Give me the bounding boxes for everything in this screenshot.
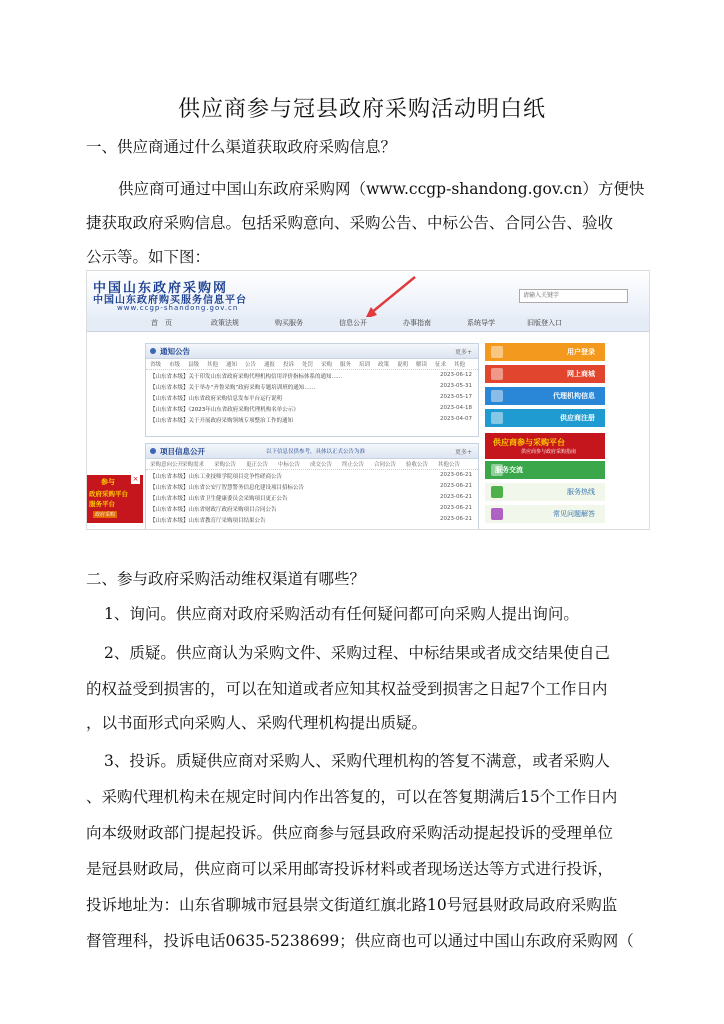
list-item-text: 【山东省本级】山东省政府采购信息发布平台运行说明 [150, 396, 283, 402]
list-item-text: 【山东省本级】关于举办“齐鲁采购”政府采购专题培训班的通知…… [150, 385, 316, 391]
list-item[interactable] [146, 514, 478, 525]
tab-item[interactable]: 通报 [264, 362, 276, 368]
banner-title: 供应商参与采购平台 [493, 438, 565, 447]
red-arrow-icon [357, 273, 427, 323]
tab-item[interactable]: 省级 [150, 362, 162, 368]
cart-icon [491, 368, 503, 380]
site-nav [87, 317, 649, 332]
list-item[interactable] [146, 414, 478, 425]
item-2-line-1: 2、质疑。供应商认为采购文件、采购过程、中标结果或者成交结果使自己 [104, 644, 610, 662]
list-item-date: 2023-06-21 [440, 516, 472, 522]
item-3-line-3: 向本级财政部门提起投诉。供应商参与冠县政府采购活动提起投诉的受理单位 [86, 824, 614, 842]
side-register-button[interactable] [485, 409, 605, 427]
building-icon [491, 390, 503, 402]
notice-panel [145, 343, 479, 437]
list-item-date: 2023-06-21 [440, 472, 472, 478]
list-item[interactable] [146, 470, 478, 481]
tab-item[interactable]: 投诉 [283, 362, 295, 368]
list-item-date: 2023-06-21 [440, 494, 472, 500]
item-3-line-5: 投诉地址为：山东省聊城市冠县崇文街道红旗北路10号冠县财政局政府采购监 [86, 896, 618, 914]
notice-list [146, 370, 478, 425]
side-mall-button[interactable] [485, 365, 605, 383]
register-icon [491, 412, 503, 424]
nav-item[interactable]: 购买服务 [275, 319, 303, 327]
list-item-date: 2023-06-12 [440, 372, 472, 378]
list-item[interactable] [146, 381, 478, 392]
list-item[interactable] [146, 503, 478, 514]
side-label: 服务热线 [567, 488, 595, 496]
nav-item[interactable]: 首 页 [151, 319, 172, 327]
site-header [87, 271, 649, 317]
list-item-text: 【山东省本级】山东省卫生健康委员会采购项目更正公告 [150, 496, 288, 502]
tab-item[interactable]: 合同公告 [374, 462, 397, 468]
list-item[interactable] [146, 481, 478, 492]
list-item-date: 2023-05-31 [440, 383, 472, 389]
tab-item[interactable]: 验收公告 [406, 462, 429, 468]
list-item[interactable] [146, 492, 478, 503]
list-item[interactable] [146, 370, 478, 381]
info-panel-header [146, 444, 478, 459]
side-label: 常见问题解答 [553, 510, 595, 518]
tab-item[interactable]: 培训 [359, 362, 371, 368]
tab-item[interactable]: 市级 [169, 362, 181, 368]
tab-item[interactable]: 县级 [188, 362, 200, 368]
list-item[interactable] [146, 403, 478, 414]
list-item-date: 2023-05-17 [440, 394, 472, 400]
site-logo-sub: 中国山东政府购买服务信息平台 [93, 295, 247, 306]
tab-item[interactable]: 成交公告 [310, 462, 333, 468]
list-item[interactable] [146, 392, 478, 403]
list-item-date: 2023-04-18 [440, 405, 472, 411]
close-icon[interactable]: × [132, 475, 139, 483]
site-url: www.ccgp-shandong.gov.cn [117, 304, 239, 312]
side-label: 代理机构信息 [553, 392, 595, 400]
side-hotline-button[interactable] [485, 483, 605, 501]
ad-text: 参与 [101, 478, 115, 486]
side-login-button[interactable] [485, 343, 605, 361]
info-title: 项目信息公开 [160, 447, 205, 456]
item-3-line-4: 是冠县财政局，供应商可以采用邮寄投诉材料或者现场送达等方式进行投诉， [86, 860, 614, 878]
page-title: 供应商参与冠县政府采购活动明白纸 [177, 97, 546, 122]
tab-item[interactable]: 说明 [397, 362, 409, 368]
ad-text: 政府采购平台 [89, 490, 128, 498]
tab-item[interactable]: 服务 [340, 362, 352, 368]
side-label: 服务交流 [495, 466, 523, 474]
more-link[interactable]: 更多+ [454, 449, 472, 456]
notice-tabs [146, 359, 478, 370]
list-item-text: 【山东省本级】山东省财政厅政府采购项目合同公告 [150, 507, 277, 513]
site-search-input[interactable]: 请输入关键字 [519, 289, 628, 303]
tab-item[interactable]: 其他 [207, 362, 219, 368]
website-screenshot [86, 270, 650, 530]
info-panel [145, 443, 479, 530]
item-3-line-1: 3、投诉。质疑供应商对采购人、采购代理机构的答复不满意，或者采购人 [104, 752, 610, 770]
question-1: 一、供应商通过什么渠道获取政府采购信息？ [86, 138, 397, 156]
tab-item[interactable]: 解读 [416, 362, 428, 368]
side-label: 供应商注册 [560, 414, 595, 422]
side-faq-button[interactable] [485, 505, 605, 523]
side-agency-button[interactable] [485, 387, 605, 405]
nav-item[interactable]: 办事指南 [403, 319, 431, 327]
supplier-banner[interactable] [485, 433, 605, 459]
notice-title: 通知公告 [160, 347, 190, 356]
nav-item[interactable]: 系统导学 [467, 319, 495, 327]
ad-text: 政府采购 [95, 512, 116, 518]
tab-item[interactable]: 采购 [321, 362, 333, 368]
tab-item[interactable]: 其他公告 [438, 462, 461, 468]
side-label: 用户登录 [567, 348, 595, 356]
para-1-line-3: 公示等。如下图： [86, 248, 211, 266]
para-1-line-1: 供应商可通过中国山东政府采购网（www.ccgp-shandong.gov.cn）方便快 [118, 180, 645, 198]
list-item-date: 2023-06-21 [440, 483, 472, 489]
tab-item[interactable]: 采购需求 [182, 462, 205, 468]
tab-item[interactable]: 更正公告 [246, 462, 269, 468]
info-note: 以下信息仅供参考，具体以正式公告为准 [266, 449, 366, 455]
bullet-icon [150, 348, 156, 354]
tab-item[interactable]: 采购公告 [214, 462, 237, 468]
list-item-text: 【山东省本级】关于印发山东省政府采购代理机构信用评价指标体系的通知…… [150, 374, 343, 380]
more-link[interactable]: 更多+ [454, 349, 472, 356]
tab-item[interactable]: 处罚 [302, 362, 314, 368]
nav-item[interactable]: 旧版登入口 [527, 319, 562, 327]
nav-item-info-public[interactable]: 信息公开 [339, 319, 367, 327]
tab-item[interactable]: 中标公告 [278, 462, 301, 468]
banner-sub: 供应商参与政府采购指南 [521, 449, 577, 455]
list-item-date: 2023-04-07 [440, 416, 472, 422]
tab-item[interactable]: 终止公告 [342, 462, 365, 468]
list-item-text: 【山东省本级】山东省教育厅采购项目结果公告 [150, 518, 266, 524]
side-service-button[interactable] [485, 461, 605, 479]
item-3-line-6: 督管理科，投诉电话0635-5238699；供应商也可以通过中国山东政府采购网（ [86, 932, 634, 950]
list-item-text: 【山东省本级】关于开展政府采购领域专项整治工作的通知 [150, 418, 294, 424]
tab-item[interactable]: 公告 [245, 362, 257, 368]
nav-item[interactable]: 政策法规 [211, 319, 239, 327]
question-2: 二、参与政府采购活动维权渠道有哪些？ [86, 570, 366, 588]
ad-text: 服务平台 [89, 500, 115, 508]
site-logo: 中国山东政府采购网 [93, 281, 229, 296]
item-3-line-2: 、采购代理机构未在规定时间内作出答复的，可以在答复期满后15个工作日内 [86, 788, 618, 806]
tab-item[interactable]: 其他 [454, 362, 466, 368]
tab-item[interactable]: 征求 [435, 362, 447, 368]
bullet-icon [150, 448, 156, 454]
info-tabs [146, 459, 478, 470]
para-1-line-2: 捷获取政府采购信息。包括采购意向、采购公告、中标公告、合同公告、验收 [86, 214, 614, 232]
item-2-line-3: ，以书面形式向采购人、采购代理机构提出质疑。 [86, 714, 428, 732]
side-label: 网上商城 [567, 370, 595, 378]
list-item-text: 【山东省本级】山东省公安厅智慧警务信息化建设项目招标公告 [150, 485, 305, 491]
list-item-text: 【山东省本级】山东工业技师学院项目竞争性磋商公告 [150, 474, 283, 480]
tab-item[interactable]: 通知 [226, 362, 238, 368]
phone-icon [491, 486, 503, 498]
list-item-date: 2023-06-21 [440, 505, 472, 511]
info-list [146, 470, 478, 525]
tab-item[interactable]: 采购意向公开 [150, 462, 184, 468]
item-2-line-2: 的权益受到损害的，可以在知道或者应知其权益受到损害之日起7个工作日内 [86, 680, 608, 698]
notice-panel-header [146, 344, 478, 359]
chat-icon [491, 508, 503, 520]
item-1: 1、询问。供应商对政府采购活动有任何疑问都可向采购人提出询问。 [104, 605, 579, 623]
tab-item[interactable]: 政策 [378, 362, 390, 368]
user-icon [491, 346, 503, 358]
list-item-text: 【山东省本级】《2023年山东省政府采购代理机构名单公示》 [150, 407, 299, 413]
